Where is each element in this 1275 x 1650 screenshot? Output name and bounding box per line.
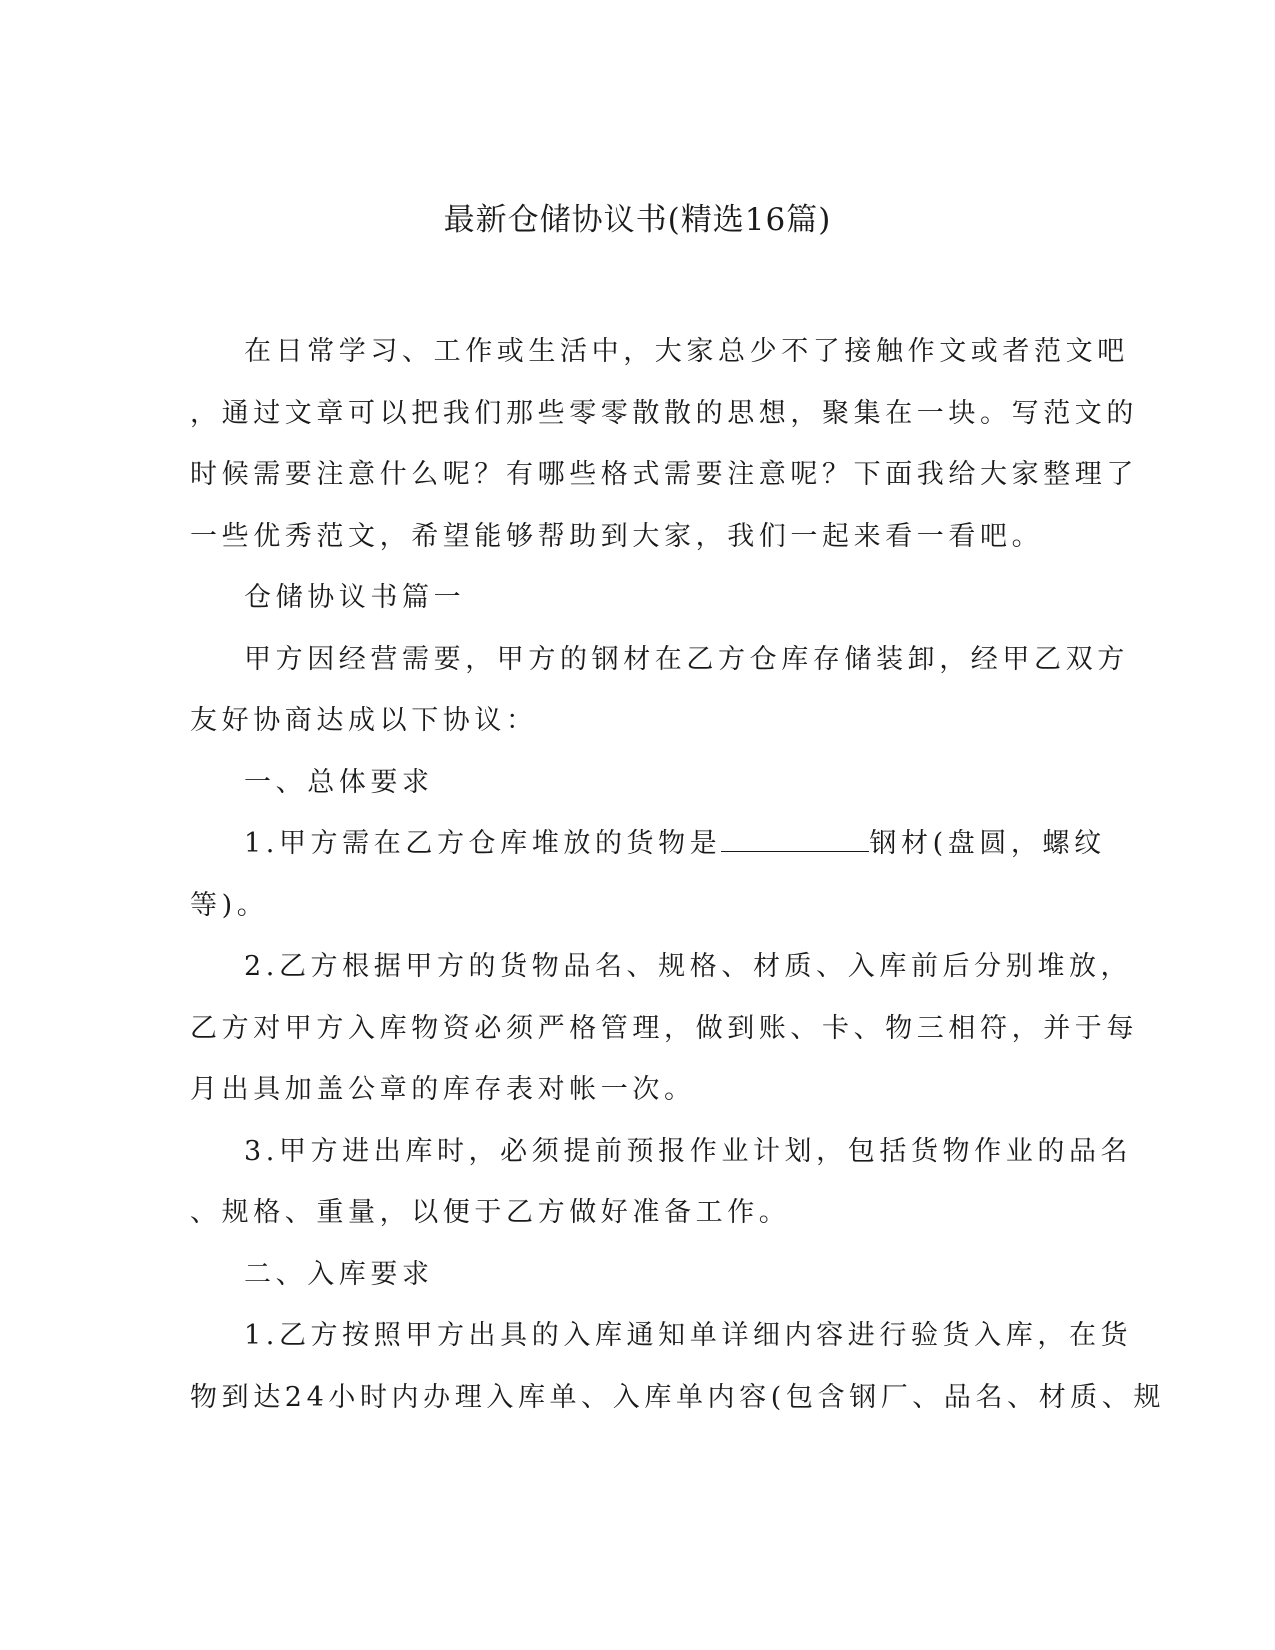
document-body [190,321,1166,1428]
clause-1-1-text-before-blank: 1.甲方需在乙方仓库堆放的货物是 [244,828,722,859]
clause-1-1-line-1 [190,813,1106,875]
clause-1-2-line-1: 2.乙方根据甲方的货物品名、规格、材质、入库前后分别堆放， [244,951,1133,982]
intro-line-3: 时候需要注意什么呢？有哪些格式需要注意呢？下面我给大家整理了 [190,459,1138,490]
clause-1-2-line-2: 乙方对甲方入库物资必须严格管理，做到账、卡、物三相符，并于每 [190,1012,1138,1044]
heading-warehousing-requirements: 二、入库要求 [244,1258,434,1290]
clause-1-2-line-3: 月出具加盖公章的库存表对帐一次。 [190,1074,696,1105]
clause-1-3-line-1: 3.甲方进出库时，必须提前预报作业计划，包括货物作业的品名 [244,1135,1133,1167]
intro-line-2: ，通过文章可以把我们那些零零散散的思想，聚集在一块。写范文的 [190,397,1138,429]
section-heading-part-1: 仓储协议书篇一 [244,582,466,613]
fill-in-blank[interactable] [721,821,869,852]
clause-1-1-text-after-blank: 钢材(盘圆，螺纹 [869,828,1106,859]
document-title: 最新仓储协议书(精选16篇) [443,202,832,238]
clause-2-1-line-2: 物到达24小时内办理入库单、入库单内容(包含钢厂、品名、材质、规 [190,1381,1166,1413]
intro-line-1: 在日常学习、工作或生活中，大家总少不了接触作文或者范文吧 [244,336,1129,367]
clause-1-3-line-2: 、规格、重量，以便于乙方做好准备工作。 [190,1197,791,1228]
clause-1-1-line-2: 等)。 [190,889,269,921]
intro-line-4: 一些优秀范文，希望能够帮助到大家，我们一起来看一看吧。 [190,520,1044,552]
heading-general-requirements: 一、总体要求 [244,766,434,798]
preamble-line-2: 友好协商达成以下协议： [190,705,538,736]
preamble-line-1: 甲方因经营需要，甲方的钢材在乙方仓库存储装卸，经甲乙双方 [244,643,1129,675]
clause-2-1-line-1: 1.乙方按照甲方出具的入库通知单详细内容进行验货入库，在货 [244,1320,1133,1351]
